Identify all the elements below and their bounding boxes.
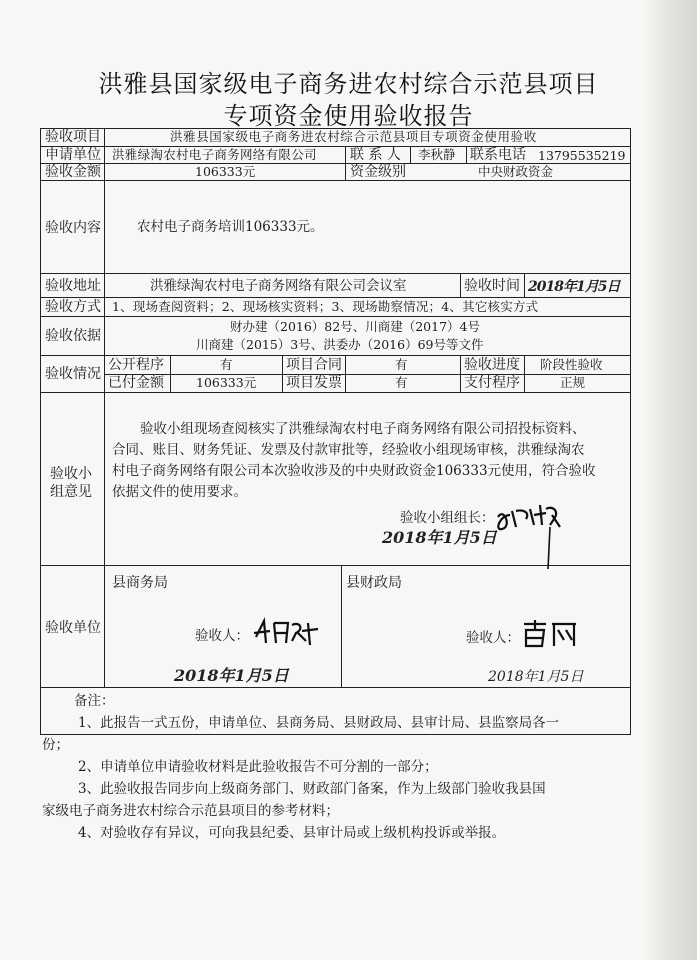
note-item-1: 1、此报告一式五份，申请单位、县商务局、县财政局、县审计局、县监察局各一 <box>78 715 560 731</box>
units-label: 验收单位 <box>45 620 101 636</box>
contract-value: 有 <box>395 357 408 372</box>
fund-level-value: 中央财政资金 <box>478 164 554 179</box>
content-label: 验收内容 <box>45 220 101 236</box>
col-line <box>460 273 461 297</box>
col-line <box>345 355 346 392</box>
amount-value: 106333元 <box>195 164 256 179</box>
opinion-label-line2: 组意见 <box>50 484 92 500</box>
phone-value: 13795535219 <box>538 148 626 163</box>
row-line <box>40 316 631 317</box>
contact-label: 联 系 人 <box>350 147 401 163</box>
group-leader-signature <box>490 497 570 572</box>
invoice-label: 项目发票 <box>286 375 342 391</box>
project-value: 洪雅县国家级电子商务进农村综合示范县项目专项资金使用验收 <box>170 129 537 144</box>
contract-label: 项目合同 <box>286 357 342 373</box>
commerce-bureau-title: 县商务局 <box>112 575 168 591</box>
col-line <box>170 355 171 392</box>
opinion-line3: 村电子商务网络有限公司本次验收涉及的中央财政资金106333元使用，符合验收 <box>112 463 596 479</box>
note-item-3-cont: 家级电子商务进农村综合示范县项目的参考材料； <box>42 803 339 819</box>
col-line <box>524 355 525 392</box>
report-title-line1: 洪雅县国家级电子商务进农村综合示范县项目 <box>98 70 599 98</box>
notes-section <box>42 690 632 844</box>
col-line <box>460 355 461 392</box>
progress-label: 验收进度 <box>464 357 520 373</box>
opinion-label-line1: 验收小 <box>50 466 92 482</box>
col-line <box>104 128 105 687</box>
finance-bureau-title: 县财政局 <box>346 575 402 591</box>
method-label: 验收方式 <box>45 299 101 315</box>
basis-line1: 财办建（2016）82号、川商建（2017）4号 <box>230 319 480 334</box>
opinion-line2: 合同、账目、财务凭证、发票及付款审批等，经验收小组现场审核，洪雅绿淘农 <box>112 442 585 458</box>
col-line <box>341 565 342 687</box>
payment-procedure-label: 支付程序 <box>464 375 520 391</box>
note-item-3: 3、此验收报告同步向上级商务部门、财政部门备案，作为上级部门验收我县国 <box>78 781 546 797</box>
basis-label: 验收依据 <box>45 328 101 344</box>
report-title-line2: 专项资金使用验收报告 <box>223 102 474 130</box>
col-line <box>466 146 467 163</box>
public-procedure-value: 有 <box>220 357 233 372</box>
finance-receiver-label: 验收人： <box>466 630 520 646</box>
row-line <box>40 297 631 298</box>
note-item-4: 4、对验收存有异议，可向我县纪委、县审计局或上级机构投诉或举报。 <box>78 825 506 841</box>
contact-value: 李秋静 <box>418 147 456 162</box>
method-value: 1、现场查阅资料；2、现场核实资料；3、现场勘察情况；4、其它核实方式 <box>112 299 539 314</box>
col-line <box>524 273 525 297</box>
col-line <box>282 355 283 392</box>
progress-value: 阶段性验收 <box>540 357 603 372</box>
row-line <box>104 374 631 375</box>
amount-label: 验收金额 <box>45 164 101 180</box>
group-leader-label: 验收小组组长： <box>400 510 495 526</box>
address-label: 验收地址 <box>45 278 101 294</box>
opinion-date-handwritten: 2018年1月5日 <box>382 528 497 547</box>
scan-edge-shadow <box>644 0 697 960</box>
phone-label: 联系电话 <box>470 147 526 163</box>
fund-level-label: 资金级别 <box>350 164 406 180</box>
note-item-2: 2、申请单位申请验收材料是此验收报告不可分割的一部分； <box>78 759 438 775</box>
opinion-line1: 验收小组现场查阅核实了洪雅绿淘农村电子商务网络有限公司招投标资料、 <box>140 421 586 437</box>
paid-amount-label: 已付金额 <box>108 375 164 391</box>
finance-date-handwritten: 2018年1月5日 <box>488 669 584 685</box>
invoice-value: 有 <box>395 375 408 390</box>
notes-heading: 备注： <box>74 693 115 709</box>
content-value: 农村电子商务培训106333元。 <box>137 219 324 235</box>
address-value: 洪雅绿淘农村电子商务网络有限公司会议室 <box>150 278 407 294</box>
row-line <box>40 392 631 393</box>
row-line <box>40 180 631 181</box>
commerce-date-handwritten: 2018年1月5日 <box>174 666 289 685</box>
project-label: 验收项目 <box>45 129 101 145</box>
opinion-line4: 依据文件的使用要求。 <box>112 484 247 500</box>
row-line <box>40 273 631 274</box>
finance-receiver-signature <box>520 618 580 650</box>
col-line <box>410 146 411 163</box>
time-label: 验收时间 <box>464 278 520 294</box>
public-procedure-label: 公开程序 <box>108 357 164 373</box>
payment-procedure-value: 正规 <box>560 375 586 390</box>
note-item-1-cont: 份； <box>42 737 69 753</box>
row-line <box>40 687 631 688</box>
col-line <box>345 146 346 180</box>
basis-line2: 川商建（2015）3号、洪委办（2016）69号等文件 <box>196 337 484 352</box>
commerce-receiver-signature <box>252 615 322 649</box>
applicant-label: 申请单位 <box>45 147 101 163</box>
time-value-handwritten: 2018年1月5日 <box>528 279 620 295</box>
commerce-receiver-label: 验收人： <box>195 628 249 644</box>
applicant-value: 洪雅绿淘农村电子商务网络有限公司 <box>112 147 317 162</box>
paid-amount-value: 106333元 <box>196 375 257 390</box>
row-line <box>40 355 631 356</box>
status-label: 验收情况 <box>45 366 101 382</box>
